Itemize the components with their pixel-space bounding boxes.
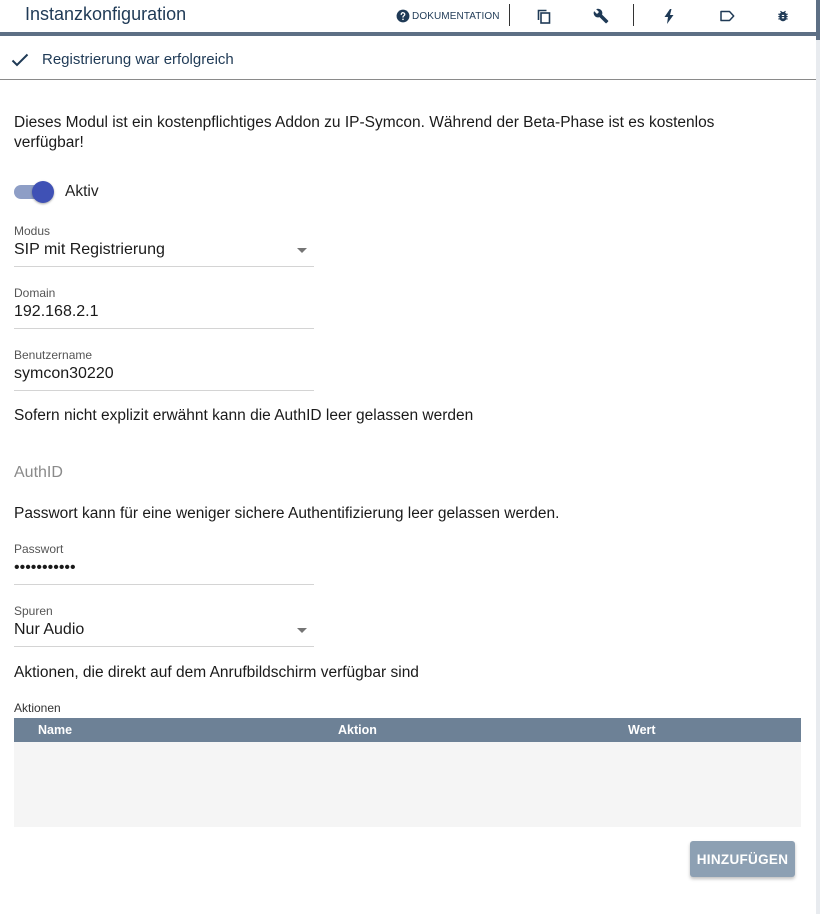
tracks-label: Spuren bbox=[14, 604, 53, 618]
tag-icon bbox=[720, 10, 735, 22]
copy-icon bbox=[537, 9, 551, 24]
dropdown-arrow-icon bbox=[297, 248, 307, 253]
module-intro-text: Dieses Modul ist ein kostenpflichtiges Addon zu IP-Symcon. Während der Beta-Phase ist es kostenlos verfügbar! bbox=[14, 114, 715, 151]
domain-field[interactable] bbox=[14, 286, 314, 329]
toggle-knob bbox=[32, 181, 54, 203]
checkmark-icon bbox=[11, 51, 29, 69]
mode-select[interactable] bbox=[14, 224, 314, 267]
password-field[interactable] bbox=[14, 542, 314, 585]
mode-label: Modus bbox=[14, 224, 51, 238]
tracks-select[interactable] bbox=[14, 604, 314, 647]
active-toggle-row bbox=[14, 183, 99, 201]
actions-note: Aktionen, die direkt auf dem Anrufbildschirm verfügbar sind bbox=[14, 664, 419, 681]
add-action-button[interactable]: HINZUFÜGEN bbox=[690, 841, 795, 877]
domain-label: Domain bbox=[14, 286, 56, 300]
documentation-label: DOKUMENTATION bbox=[412, 10, 500, 22]
label-button[interactable] bbox=[715, 0, 739, 32]
debug-button[interactable] bbox=[771, 0, 795, 32]
bug-icon bbox=[776, 9, 790, 23]
actions-table-label: Aktionen bbox=[14, 701, 61, 715]
wrench-icon bbox=[593, 8, 609, 24]
status-banner bbox=[0, 40, 816, 80]
actions-table bbox=[14, 718, 801, 827]
column-header-action[interactable]: Aktion bbox=[338, 723, 377, 737]
page-title: Instanzkonfiguration bbox=[25, 4, 187, 24]
password-note: Passwort kann für eine weniger sichere Authentifizierung leer gelassen werden. bbox=[14, 505, 560, 522]
dropdown-arrow-icon bbox=[297, 628, 307, 633]
authid-note: Sofern nicht explizit erwähnt kann die AuthID leer gelassen werden bbox=[14, 407, 474, 424]
lightning-icon bbox=[664, 9, 674, 24]
active-toggle[interactable] bbox=[14, 185, 50, 199]
column-header-name[interactable]: Name bbox=[38, 723, 73, 737]
events-button[interactable] bbox=[657, 0, 681, 32]
column-header-value[interactable]: Wert bbox=[628, 723, 656, 737]
active-toggle-label: Aktiv bbox=[65, 183, 99, 200]
mode-value: SIP mit Registrierung bbox=[14, 241, 165, 258]
username-value: symcon30220 bbox=[14, 365, 114, 382]
copy-button[interactable] bbox=[532, 0, 556, 32]
right-scroll-rail bbox=[816, 0, 820, 914]
status-message: Registrierung war erfolgreich bbox=[42, 51, 234, 68]
actions-table-header bbox=[14, 718, 801, 742]
settings-button[interactable] bbox=[589, 0, 613, 32]
documentation-button[interactable] bbox=[396, 0, 500, 32]
password-value: ••••••••••• bbox=[14, 559, 76, 576]
domain-value: 192.168.2.1 bbox=[14, 303, 99, 320]
help-circle-icon bbox=[396, 9, 410, 23]
username-label: Benutzername bbox=[14, 348, 93, 362]
right-rail-accent bbox=[816, 0, 820, 40]
username-field[interactable] bbox=[14, 348, 314, 391]
authid-placeholder: AuthID bbox=[14, 464, 63, 481]
password-label: Passwort bbox=[14, 542, 64, 556]
tracks-value: Nur Audio bbox=[14, 621, 85, 638]
toolbar-divider bbox=[509, 4, 510, 26]
instance-config-header bbox=[0, 0, 816, 36]
toolbar-divider bbox=[633, 4, 634, 26]
authid-field[interactable] bbox=[14, 462, 314, 491]
